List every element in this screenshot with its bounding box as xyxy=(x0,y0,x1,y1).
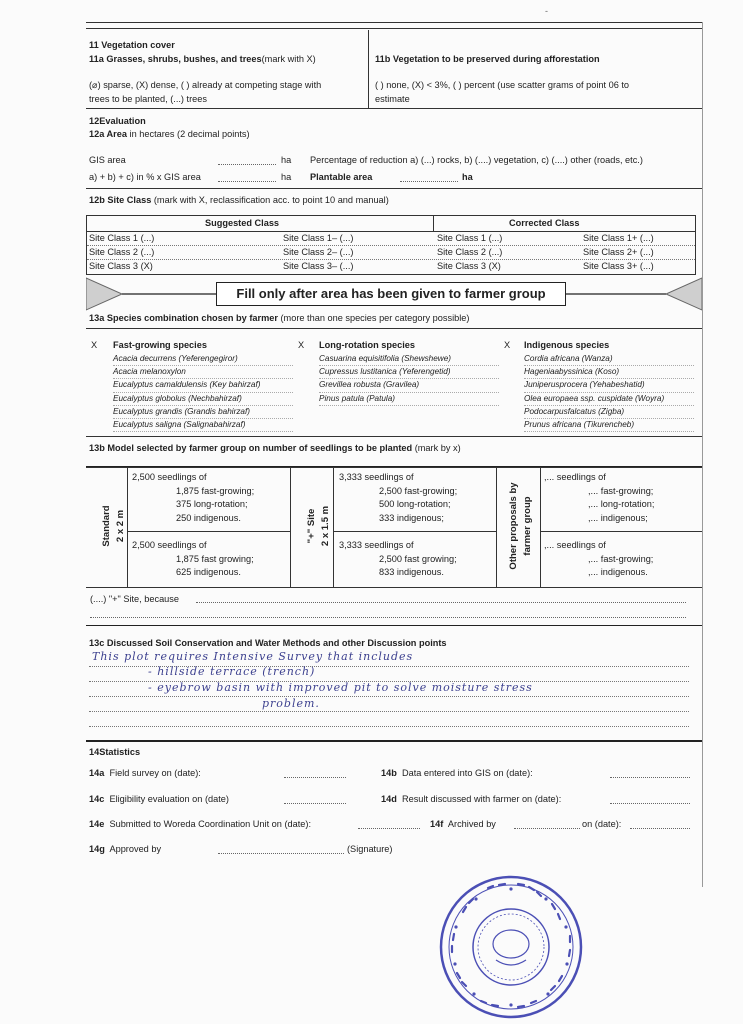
species-item[interactable]: Grevillea robusta (Gravilea) xyxy=(319,379,499,392)
site-class-cell[interactable]: Site Class 3 (X) xyxy=(437,261,501,271)
line xyxy=(89,711,689,712)
s13a-heading: 13a Species combination chosen by farmer (more than one species per category possible) xyxy=(89,313,470,323)
seedlings-total: 2,500 seedlings of xyxy=(132,540,207,550)
seedlings-total: 2,500 seedlings of xyxy=(132,472,207,482)
long-header: Long-rotation species xyxy=(319,340,415,350)
rule-11-12 xyxy=(86,108,702,109)
s11a-text-1: (⌀) sparse, (X) dense, ( ) already at competing stage with xyxy=(89,80,322,90)
standard-label: Standard xyxy=(101,505,112,547)
row-rule-1 xyxy=(87,245,695,246)
standard-bottom-option[interactable] xyxy=(132,539,287,580)
indigenous-count: 833 indigenous. xyxy=(379,567,444,577)
s11-title: 11 Vegetation cover xyxy=(89,40,175,50)
species-item[interactable]: Podocarpusfalcatus (Zigba) xyxy=(524,406,694,419)
header-rule xyxy=(87,231,695,232)
site-class-cell[interactable]: Site Class 2 (...) xyxy=(437,247,503,257)
rule-12a-12b xyxy=(86,188,702,189)
because-field-1[interactable] xyxy=(196,602,686,603)
site-class-cell[interactable]: Site Class 1– (...) xyxy=(283,233,354,243)
species-item[interactable]: Cupressus lustitanica (Yeferengetid) xyxy=(319,366,499,379)
farmer-group-label: farmer group xyxy=(522,496,533,556)
indig-mark[interactable]: X xyxy=(504,340,511,350)
stat-14f: 14f Archived by xyxy=(430,819,496,829)
col-divider xyxy=(333,467,334,587)
approved-by-field[interactable] xyxy=(218,853,344,854)
stat-14d: 14d Result discussed with farmer on (date): xyxy=(381,794,562,804)
archived-on-label: on (date): xyxy=(582,819,622,829)
stat-14g: 14g Approved by xyxy=(89,844,162,854)
long-species-list xyxy=(319,353,499,406)
top-rule-2 xyxy=(86,28,702,29)
site-class-cell[interactable]: Site Class 3 (X) xyxy=(89,261,153,271)
site-class-cell[interactable]: Site Class 2– (...) xyxy=(283,247,354,257)
stat-14e: 14e Submitted to Woreda Coordination Unit on (date): xyxy=(89,819,312,829)
seedlings-total: ,... seedlings of xyxy=(544,472,606,482)
fast-growing-count: 2,500 fast growing; xyxy=(379,553,457,564)
fast-species-list xyxy=(113,353,293,432)
header-divider xyxy=(433,216,434,231)
long-rotation-count: 500 long-rotation; xyxy=(379,499,451,509)
s11b-heading: 11b Vegetation to be preserved during afforestation xyxy=(375,54,600,64)
rule-13a xyxy=(86,328,702,329)
table-top xyxy=(86,467,702,468)
indigenous-count: 333 indigenous; xyxy=(379,512,444,523)
official-stamp xyxy=(436,872,586,1022)
header-mark: - xyxy=(545,6,548,16)
standard-top-option[interactable] xyxy=(132,471,287,525)
fast-header: Fast-growing species xyxy=(113,340,207,350)
because-divider xyxy=(86,587,702,588)
archived-by-field[interactable] xyxy=(514,828,580,829)
signature-label: (Signature) xyxy=(347,844,393,854)
s13b-heading: 13b Model selected by farmer group on number of seedlings to be planted (mark by x) xyxy=(89,443,461,453)
stat-14b: 14b Data entered into GIS on (date): xyxy=(381,768,533,778)
right-margin-rule xyxy=(702,22,703,887)
fast-mark[interactable]: X xyxy=(91,340,98,350)
plantable-unit: ha xyxy=(462,172,473,182)
indigenous-count: ,... indigenous. xyxy=(588,567,648,577)
indig-species-list xyxy=(524,353,694,432)
seedlings-total: 3,333 seedlings of xyxy=(339,540,414,550)
indigenous-count: ,... indigenous; xyxy=(588,512,648,523)
plantable-label: Plantable area xyxy=(310,172,373,182)
s13c-heading: 13c Discussed Soil Conservation and Water Methods and other Discussion points xyxy=(89,638,447,648)
gis-area-label: GIS area xyxy=(89,155,126,165)
corrected-class-header: Corrected Class xyxy=(509,218,580,228)
s11b-text-2: estimate xyxy=(375,94,410,104)
handwritten-note-1[interactable]: This plot requires Intensive Survey that includes xyxy=(92,650,414,663)
fast-growing-count: 2,500 fast-growing; xyxy=(379,485,458,496)
handwritten-note-4[interactable]: problem. xyxy=(262,697,320,710)
other-bottom-option[interactable] xyxy=(544,539,699,580)
seedlings-total: 3,333 seedlings of xyxy=(339,472,414,482)
plus-site-top-option[interactable] xyxy=(339,471,494,525)
site-class-cell[interactable]: Site Class 3+ (...) xyxy=(583,261,654,271)
seedling-model-table xyxy=(86,466,703,626)
plus-site-label: "+" Site xyxy=(306,508,317,544)
site-class-cell[interactable]: Site Class 1 (...) xyxy=(437,233,503,243)
species-item[interactable]: Juniperusprocera (Yehabeshatid) xyxy=(524,379,694,392)
s12-title: 12Evaluation xyxy=(89,116,146,126)
abc-unit: ha xyxy=(281,172,292,182)
indigenous-count: 625 indigenous. xyxy=(176,567,241,577)
species-item[interactable]: Prunus africana (Tikurencheb) xyxy=(524,419,694,432)
species-item[interactable]: Eucalyptus saligna (Salignabahirzaf) xyxy=(113,419,293,432)
row-rule-2 xyxy=(87,259,695,260)
submitted-date[interactable] xyxy=(358,828,420,829)
row-divider xyxy=(333,531,496,532)
stat-14c: 14c Eligibility evaluation on (date) xyxy=(89,794,229,804)
because-field-2[interactable] xyxy=(90,617,686,618)
row-divider xyxy=(540,531,702,532)
line xyxy=(89,696,689,697)
field-survey-date[interactable] xyxy=(284,777,346,778)
rule-13c-14 xyxy=(86,740,702,742)
gis-area-field[interactable] xyxy=(218,164,276,165)
indig-header: Indigenous species xyxy=(524,340,610,350)
other-proposals-label: Other proposals by xyxy=(508,482,519,570)
s11-divider xyxy=(368,30,369,108)
long-mark[interactable]: X xyxy=(298,340,305,350)
other-top-option[interactable] xyxy=(544,471,699,525)
s12b-heading: 12b Site Class (mark with X, reclassification acc. to point 10 and manual) xyxy=(89,195,389,205)
standard-dim: 2 x 2 m xyxy=(115,509,126,543)
suggested-class-header: Suggested Class xyxy=(205,218,280,228)
s11b-text-1: ( ) none, (X) < 3%, ( ) percent (use scatter grams of point 06 to xyxy=(375,80,630,90)
abc-field[interactable] xyxy=(218,181,276,182)
fast-growing-count: 1,875 fast growing; xyxy=(176,553,254,564)
handwritten-note-3[interactable]: - eyebrow basin with improved pit to solve moisture stress xyxy=(148,681,533,694)
abc-label: a) + b) + c) in % x GIS area xyxy=(89,172,201,182)
archived-date[interactable] xyxy=(630,828,690,829)
handwritten-note-2[interactable]: - hillside terrace (trench) xyxy=(148,665,316,678)
reduction-text: Percentage of reduction a) (...) rocks, b) (....) vegetation, c) (....) other (roads, etc.) xyxy=(310,155,643,165)
s11a-heading: 11a Grasses, shrubs, bushes, and trees(mark with X) xyxy=(89,54,316,64)
stat-14a: 14a Field survey on (date): xyxy=(89,768,201,778)
row-divider xyxy=(127,531,290,532)
s11a-text-2: trees to be planted, (...) trees xyxy=(89,94,207,104)
fast-growing-count: ,... fast-growing; xyxy=(588,485,654,496)
indigenous-count: 250 indigenous. xyxy=(176,512,241,523)
gis-area-unit: ha xyxy=(281,155,292,165)
rule-13a-13b xyxy=(86,436,702,437)
species-item[interactable]: Pinus patula (Patula) xyxy=(319,393,499,406)
site-class-cell[interactable]: Site Class 1+ (...) xyxy=(583,233,654,243)
species-item[interactable]: Eucalyptus camaldulensis (Key bahirzaf) xyxy=(113,379,293,392)
fast-growing-count: ,... fast-growing; xyxy=(588,553,654,564)
eligibility-date[interactable] xyxy=(284,803,346,804)
species-item[interactable]: Eucalyptus grandis (Grandis bahirzaf) xyxy=(113,406,293,419)
plus-site-dim: 2 x 1.5 m xyxy=(320,505,331,547)
species-item[interactable]: Acacia decurrens (Yeferengegiror) xyxy=(113,353,293,366)
plus-site-because-label: (....) "+" Site, because xyxy=(90,594,179,604)
species-item[interactable]: Cordia africana (Wanza) xyxy=(524,353,694,366)
long-rotation-count: 375 long-rotation; xyxy=(176,499,248,509)
s12a-heading: 12a Area in hectares (2 decimal points) xyxy=(89,129,250,139)
species-item[interactable]: Hageniaabyssinica (Koso) xyxy=(524,366,694,379)
line xyxy=(89,726,689,727)
col-divider xyxy=(540,467,541,587)
site-class-cell[interactable]: Site Class 2+ (...) xyxy=(583,247,654,257)
plus-site-bottom-option[interactable] xyxy=(339,539,494,580)
species-item[interactable]: Olea europaea ssp. cuspidate (Woyra) xyxy=(524,393,694,406)
discussed-date[interactable] xyxy=(610,803,690,804)
banner-text: Fill only after area has been given to farmer group xyxy=(216,282,566,306)
site-class-cell[interactable]: Site Class 2 (...) xyxy=(89,247,155,257)
fast-growing-count: 1,875 fast-growing; xyxy=(176,485,255,496)
seedlings-total: ,... seedlings of xyxy=(544,540,606,550)
col-divider xyxy=(290,467,291,587)
species-item[interactable]: Eucalyptus globolus (Nechbahirzaf) xyxy=(113,393,293,406)
s14-title: 14Statistics xyxy=(89,747,141,757)
site-class-table xyxy=(86,215,696,275)
site-class-cell[interactable]: Site Class 1 (...) xyxy=(89,233,155,243)
long-rotation-count: ,... long-rotation; xyxy=(588,499,655,509)
plantable-field[interactable] xyxy=(400,181,458,182)
gis-entry-date[interactable] xyxy=(610,777,690,778)
top-rule xyxy=(86,22,702,23)
species-item[interactable]: Casuarina equisitifolia (Shewshewe) xyxy=(319,353,499,366)
site-class-cell[interactable]: Site Class 3– (...) xyxy=(283,261,354,271)
col-divider xyxy=(496,467,497,587)
species-item[interactable]: Acacia melanoxylon xyxy=(113,366,293,379)
